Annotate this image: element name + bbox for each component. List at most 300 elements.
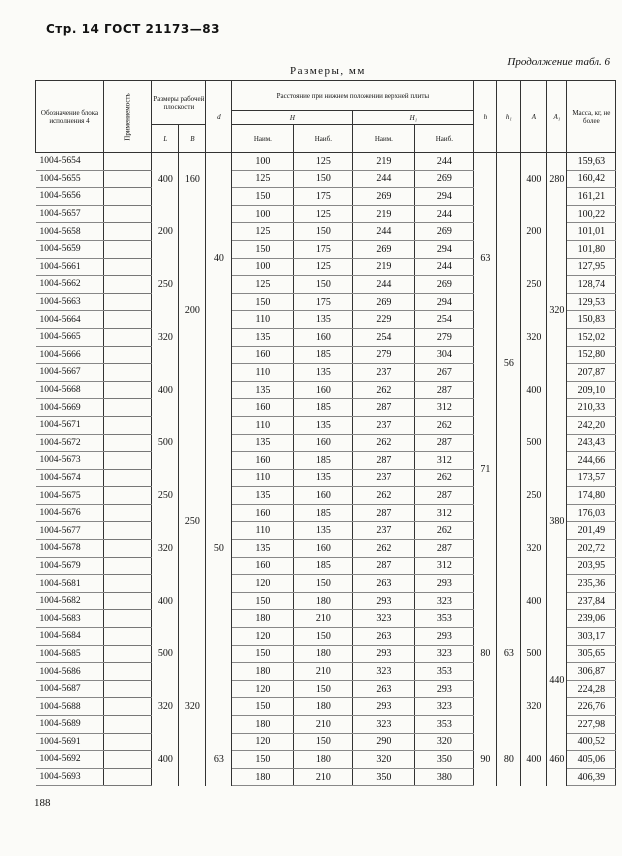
cell-H1-min: 263 bbox=[353, 575, 415, 593]
cell-H1-max: 353 bbox=[415, 663, 474, 681]
cell-H-max: 150 bbox=[294, 575, 353, 593]
header-h: h bbox=[474, 81, 497, 153]
cell-H-max: 125 bbox=[294, 205, 353, 223]
cell-H1-min: 263 bbox=[353, 680, 415, 698]
cell-H-min: 110 bbox=[232, 364, 294, 382]
cell-A: 250 bbox=[521, 469, 547, 522]
cell-A1: 380 bbox=[547, 416, 567, 627]
cell-mass: 209,10 bbox=[567, 381, 616, 399]
cell-H-min: 110 bbox=[232, 469, 294, 487]
table-row bbox=[36, 311, 616, 329]
cell-mass: 101,01 bbox=[567, 223, 616, 241]
cell-H-min: 125 bbox=[232, 223, 294, 241]
cell-H-max: 210 bbox=[294, 610, 353, 628]
cell-H-max: 135 bbox=[294, 522, 353, 540]
applicability-cell bbox=[104, 557, 152, 575]
header-H1: H₁ bbox=[353, 111, 474, 125]
cell-H1-max: 312 bbox=[415, 452, 474, 470]
cell-H1-max: 244 bbox=[415, 153, 474, 171]
cell-H-max: 160 bbox=[294, 381, 353, 399]
designation-cell: 1004-5655 bbox=[36, 170, 104, 188]
table-row bbox=[36, 680, 616, 698]
designation-cell: 1004-5673 bbox=[36, 452, 104, 470]
cell-H1-max: 350 bbox=[415, 751, 474, 769]
applicability-cell bbox=[104, 628, 152, 646]
applicability-cell bbox=[104, 540, 152, 558]
cell-mass: 160,42 bbox=[567, 170, 616, 188]
dimensions-title: Размеры, мм bbox=[290, 65, 366, 77]
cell-mass: 173,57 bbox=[567, 469, 616, 487]
applicability-cell bbox=[104, 364, 152, 382]
cell-L: 500 bbox=[152, 628, 179, 681]
cell-d: 40 bbox=[206, 153, 232, 364]
applicability-cell bbox=[104, 328, 152, 346]
cell-H1-min: 323 bbox=[353, 663, 415, 681]
designation-cell: 1004-5666 bbox=[36, 346, 104, 364]
header-applicability: Применяемость bbox=[104, 81, 152, 153]
applicability-cell bbox=[104, 716, 152, 734]
cell-H1-min: 237 bbox=[353, 416, 415, 434]
cell-H-max: 135 bbox=[294, 469, 353, 487]
cell-A: 250 bbox=[521, 258, 547, 311]
cell-mass: 202,72 bbox=[567, 540, 616, 558]
cell-A: 200 bbox=[521, 205, 547, 258]
cell-mass: 203,95 bbox=[567, 557, 616, 575]
cell-H1-max: 287 bbox=[415, 381, 474, 399]
cell-H1-min: 287 bbox=[353, 557, 415, 575]
applicability-cell bbox=[104, 311, 152, 329]
designation-cell: 1004-5679 bbox=[36, 557, 104, 575]
applicability-cell bbox=[104, 768, 152, 786]
cell-mass: 406,39 bbox=[567, 768, 616, 786]
designation-cell: 1004-5654 bbox=[36, 153, 104, 171]
cell-mass: 161,21 bbox=[567, 188, 616, 206]
cell-H1-min: 229 bbox=[353, 311, 415, 329]
designation-cell: 1004-5686 bbox=[36, 663, 104, 681]
cell-H1-min: 244 bbox=[353, 170, 415, 188]
cell-H1-min: 293 bbox=[353, 592, 415, 610]
table-row bbox=[36, 258, 616, 276]
header-H-max: Наиб. bbox=[294, 125, 353, 153]
cell-H1-min: 287 bbox=[353, 399, 415, 417]
cell-H1-min: 262 bbox=[353, 540, 415, 558]
designation-cell: 1004-5691 bbox=[36, 733, 104, 751]
applicability-cell bbox=[104, 205, 152, 223]
cell-H-min: 160 bbox=[232, 346, 294, 364]
cell-H1-max: 262 bbox=[415, 522, 474, 540]
cell-h: 90 bbox=[474, 733, 497, 786]
designation-cell: 1004-5675 bbox=[36, 487, 104, 505]
cell-H1-max: 267 bbox=[415, 364, 474, 382]
dimensions-table-container bbox=[35, 80, 616, 786]
applicability-cell bbox=[104, 592, 152, 610]
cell-mass: 128,74 bbox=[567, 276, 616, 294]
cell-A1: 460 bbox=[547, 733, 567, 786]
cell-h: 63 bbox=[474, 153, 497, 364]
cell-H-max: 125 bbox=[294, 258, 353, 276]
designation-cell: 1004-5656 bbox=[36, 188, 104, 206]
header-work-area: Размеры рабочей плоскости bbox=[152, 81, 206, 125]
cell-mass: 224,28 bbox=[567, 680, 616, 698]
cell-H1-min: 293 bbox=[353, 698, 415, 716]
cell-mass: 239,06 bbox=[567, 610, 616, 628]
cell-H1-max: 323 bbox=[415, 592, 474, 610]
designation-cell: 1004-5689 bbox=[36, 716, 104, 734]
applicability-cell bbox=[104, 188, 152, 206]
cell-H-max: 180 bbox=[294, 592, 353, 610]
cell-h1: 56 bbox=[497, 153, 521, 575]
cell-H1-min: 320 bbox=[353, 751, 415, 769]
cell-mass: 400,52 bbox=[567, 733, 616, 751]
cell-mass: 242,20 bbox=[567, 416, 616, 434]
cell-h: 80 bbox=[474, 575, 497, 733]
cell-H-max: 175 bbox=[294, 240, 353, 258]
cell-mass: 306,87 bbox=[567, 663, 616, 681]
cell-mass: 174,80 bbox=[567, 487, 616, 505]
cell-mass: 201,49 bbox=[567, 522, 616, 540]
cell-H1-min: 244 bbox=[353, 276, 415, 294]
page-number: 188 bbox=[34, 797, 51, 809]
designation-cell: 1004-5658 bbox=[36, 223, 104, 241]
designation-cell: 1004-5693 bbox=[36, 768, 104, 786]
cell-A: 320 bbox=[521, 680, 547, 733]
dimensions-table bbox=[35, 80, 616, 786]
cell-mass: 405,06 bbox=[567, 751, 616, 769]
cell-H1-min: 323 bbox=[353, 610, 415, 628]
cell-H1-min: 219 bbox=[353, 258, 415, 276]
header-designation: Обозначение блока исполнения 4 bbox=[36, 81, 104, 153]
applicability-cell bbox=[104, 575, 152, 593]
cell-H-min: 180 bbox=[232, 610, 294, 628]
designation-cell: 1004-5677 bbox=[36, 522, 104, 540]
cell-H1-max: 287 bbox=[415, 487, 474, 505]
header-h1: h₁ bbox=[497, 81, 521, 153]
applicability-cell bbox=[104, 751, 152, 769]
cell-A: 400 bbox=[521, 733, 547, 786]
cell-H1-min: 237 bbox=[353, 469, 415, 487]
cell-L: 500 bbox=[152, 416, 179, 469]
cell-H-max: 210 bbox=[294, 663, 353, 681]
cell-H1-max: 353 bbox=[415, 610, 474, 628]
cell-mass: 227,98 bbox=[567, 716, 616, 734]
designation-cell: 1004-5664 bbox=[36, 311, 104, 329]
cell-H-min: 110 bbox=[232, 522, 294, 540]
cell-H1-min: 244 bbox=[353, 223, 415, 241]
cell-H-min: 100 bbox=[232, 153, 294, 171]
cell-h1: 63 bbox=[497, 575, 521, 733]
cell-H1-min: 287 bbox=[353, 452, 415, 470]
applicability-cell bbox=[104, 170, 152, 188]
header-H1-max: Наиб. bbox=[415, 125, 474, 153]
cell-H-min: 150 bbox=[232, 293, 294, 311]
cell-H-max: 185 bbox=[294, 399, 353, 417]
cell-H-max: 150 bbox=[294, 276, 353, 294]
cell-H-max: 160 bbox=[294, 540, 353, 558]
cell-H1-max: 294 bbox=[415, 240, 474, 258]
cell-L: 200 bbox=[152, 205, 179, 258]
cell-A: 320 bbox=[521, 311, 547, 364]
cell-H1-max: 312 bbox=[415, 399, 474, 417]
cell-H1-min: 293 bbox=[353, 645, 415, 663]
applicability-cell bbox=[104, 434, 152, 452]
cell-H-min: 125 bbox=[232, 276, 294, 294]
cell-H-max: 180 bbox=[294, 645, 353, 663]
cell-H-min: 150 bbox=[232, 240, 294, 258]
designation-cell: 1004-5661 bbox=[36, 258, 104, 276]
cell-mass: 152,02 bbox=[567, 328, 616, 346]
cell-H1-min: 269 bbox=[353, 293, 415, 311]
designation-cell: 1004-5681 bbox=[36, 575, 104, 593]
applicability-cell bbox=[104, 276, 152, 294]
cell-H1-max: 287 bbox=[415, 434, 474, 452]
designation-cell: 1004-5685 bbox=[36, 645, 104, 663]
designation-cell: 1004-5663 bbox=[36, 293, 104, 311]
cell-H-max: 135 bbox=[294, 364, 353, 382]
applicability-cell bbox=[104, 487, 152, 505]
cell-H-max: 150 bbox=[294, 223, 353, 241]
designation-cell: 1004-5684 bbox=[36, 628, 104, 646]
cell-H-max: 150 bbox=[294, 170, 353, 188]
designation-cell: 1004-5659 bbox=[36, 240, 104, 258]
cell-H-min: 100 bbox=[232, 205, 294, 223]
cell-A: 500 bbox=[521, 416, 547, 469]
cell-mass: 303,17 bbox=[567, 628, 616, 646]
cell-B: 250 bbox=[179, 416, 206, 627]
header-H-min: Наим. bbox=[232, 125, 294, 153]
cell-H-min: 180 bbox=[232, 663, 294, 681]
cell-H1-max: 294 bbox=[415, 293, 474, 311]
applicability-cell bbox=[104, 258, 152, 276]
cell-H-min: 120 bbox=[232, 628, 294, 646]
designation-cell: 1004-5682 bbox=[36, 592, 104, 610]
cell-H-max: 125 bbox=[294, 153, 353, 171]
cell-L: 250 bbox=[152, 258, 179, 311]
cell-H1-min: 254 bbox=[353, 328, 415, 346]
applicability-cell bbox=[104, 381, 152, 399]
cell-H1-max: 320 bbox=[415, 733, 474, 751]
header-H: H bbox=[232, 111, 353, 125]
cell-A: 400 bbox=[521, 575, 547, 628]
table-row bbox=[36, 416, 616, 434]
applicability-cell bbox=[104, 733, 152, 751]
table-row bbox=[36, 364, 616, 382]
cell-B: 160 bbox=[179, 153, 206, 206]
cell-H-max: 135 bbox=[294, 311, 353, 329]
designation-cell: 1004-5674 bbox=[36, 469, 104, 487]
cell-H-min: 160 bbox=[232, 452, 294, 470]
cell-H1-max: 244 bbox=[415, 258, 474, 276]
cell-mass: 210,33 bbox=[567, 399, 616, 417]
cell-H1-max: 293 bbox=[415, 575, 474, 593]
cell-H-max: 160 bbox=[294, 487, 353, 505]
cell-H-min: 125 bbox=[232, 170, 294, 188]
cell-H-min: 110 bbox=[232, 311, 294, 329]
cell-H1-max: 323 bbox=[415, 645, 474, 663]
cell-mass: 235,36 bbox=[567, 575, 616, 593]
designation-cell: 1004-5687 bbox=[36, 680, 104, 698]
cell-H-min: 150 bbox=[232, 592, 294, 610]
cell-H1-min: 287 bbox=[353, 504, 415, 522]
applicability-cell bbox=[104, 223, 152, 241]
designation-cell: 1004-5678 bbox=[36, 540, 104, 558]
header-H1-min: Наим. bbox=[353, 125, 415, 153]
cell-B: 200 bbox=[179, 205, 206, 416]
designation-cell: 1004-5671 bbox=[36, 416, 104, 434]
cell-A: 400 bbox=[521, 364, 547, 417]
applicability-cell bbox=[104, 680, 152, 698]
cell-H-max: 135 bbox=[294, 416, 353, 434]
designation-cell: 1004-5692 bbox=[36, 751, 104, 769]
cell-H-min: 150 bbox=[232, 188, 294, 206]
applicability-cell bbox=[104, 153, 152, 171]
cell-H1-max: 304 bbox=[415, 346, 474, 364]
cell-H1-max: 262 bbox=[415, 469, 474, 487]
header-L: L bbox=[152, 125, 179, 153]
cell-H1-max: 380 bbox=[415, 768, 474, 786]
cell-H-min: 120 bbox=[232, 575, 294, 593]
cell-H-min: 150 bbox=[232, 698, 294, 716]
cell-H-min: 110 bbox=[232, 416, 294, 434]
cell-mass: 305,65 bbox=[567, 645, 616, 663]
cell-H1-min: 262 bbox=[353, 381, 415, 399]
cell-H1-min: 237 bbox=[353, 522, 415, 540]
cell-H1-max: 294 bbox=[415, 188, 474, 206]
cell-H-min: 160 bbox=[232, 399, 294, 417]
cell-L: 400 bbox=[152, 153, 179, 206]
cell-L: 320 bbox=[152, 311, 179, 364]
cell-H1-max: 312 bbox=[415, 557, 474, 575]
applicability-cell bbox=[104, 452, 152, 470]
cell-H-max: 185 bbox=[294, 557, 353, 575]
cell-A1: 280 bbox=[547, 153, 567, 206]
cell-H1-min: 219 bbox=[353, 153, 415, 171]
cell-mass: 150,83 bbox=[567, 311, 616, 329]
cell-H-min: 120 bbox=[232, 733, 294, 751]
designation-cell: 1004-5683 bbox=[36, 610, 104, 628]
cell-L: 250 bbox=[152, 469, 179, 522]
table-row bbox=[36, 153, 616, 171]
cell-H-max: 160 bbox=[294, 328, 353, 346]
cell-mass: 237,84 bbox=[567, 592, 616, 610]
cell-H1-max: 323 bbox=[415, 698, 474, 716]
designation-cell: 1004-5688 bbox=[36, 698, 104, 716]
cell-H-max: 150 bbox=[294, 733, 353, 751]
cell-mass: 101,80 bbox=[567, 240, 616, 258]
cell-h1: 80 bbox=[497, 733, 521, 786]
header-d: d bbox=[206, 81, 232, 153]
cell-H1-max: 269 bbox=[415, 170, 474, 188]
cell-H-min: 180 bbox=[232, 716, 294, 734]
cell-H-min: 135 bbox=[232, 487, 294, 505]
table-row bbox=[36, 469, 616, 487]
cell-H1-max: 353 bbox=[415, 716, 474, 734]
cell-mass: 100,22 bbox=[567, 205, 616, 223]
applicability-cell bbox=[104, 293, 152, 311]
cell-H1-max: 312 bbox=[415, 504, 474, 522]
cell-B: 320 bbox=[179, 628, 206, 786]
designation-cell: 1004-5668 bbox=[36, 381, 104, 399]
designation-cell: 1004-5657 bbox=[36, 205, 104, 223]
cell-mass: 129,53 bbox=[567, 293, 616, 311]
cell-H-max: 180 bbox=[294, 751, 353, 769]
cell-H-min: 160 bbox=[232, 504, 294, 522]
cell-H1-max: 244 bbox=[415, 205, 474, 223]
cell-H-max: 185 bbox=[294, 504, 353, 522]
page-header: Стр. 14 ГОСТ 21173—83 bbox=[46, 22, 220, 36]
cell-mass: 159,63 bbox=[567, 153, 616, 171]
table-row bbox=[36, 575, 616, 593]
cell-H1-min: 262 bbox=[353, 487, 415, 505]
table-row bbox=[36, 205, 616, 223]
applicability-cell bbox=[104, 346, 152, 364]
cell-A: 320 bbox=[521, 522, 547, 575]
cell-mass: 244,66 bbox=[567, 452, 616, 470]
cell-L: 400 bbox=[152, 733, 179, 786]
cell-H-min: 135 bbox=[232, 328, 294, 346]
cell-H-max: 175 bbox=[294, 293, 353, 311]
applicability-cell bbox=[104, 399, 152, 417]
cell-H-max: 210 bbox=[294, 768, 353, 786]
cell-H-min: 150 bbox=[232, 645, 294, 663]
cell-mass: 207,87 bbox=[567, 364, 616, 382]
cell-H1-min: 290 bbox=[353, 733, 415, 751]
header-B: B bbox=[179, 125, 206, 153]
table-row bbox=[36, 733, 616, 751]
cell-mass: 243,43 bbox=[567, 434, 616, 452]
cell-H1-min: 323 bbox=[353, 716, 415, 734]
cell-H-min: 135 bbox=[232, 381, 294, 399]
designation-cell: 1004-5676 bbox=[36, 504, 104, 522]
cell-H-min: 180 bbox=[232, 768, 294, 786]
cell-mass: 226,76 bbox=[567, 698, 616, 716]
cell-mass: 176,03 bbox=[567, 504, 616, 522]
table-row bbox=[36, 522, 616, 540]
cell-A1: 440 bbox=[547, 628, 567, 734]
cell-H-min: 135 bbox=[232, 434, 294, 452]
cell-H-max: 150 bbox=[294, 628, 353, 646]
applicability-cell bbox=[104, 522, 152, 540]
applicability-cell bbox=[104, 645, 152, 663]
cell-d: 50 bbox=[206, 364, 232, 733]
designation-cell: 1004-5662 bbox=[36, 276, 104, 294]
table-row bbox=[36, 628, 616, 646]
applicability-cell bbox=[104, 698, 152, 716]
header-mass: Масса, кг, не более bbox=[567, 81, 616, 153]
table-body bbox=[36, 153, 616, 786]
cell-H-max: 160 bbox=[294, 434, 353, 452]
cell-H1-min: 269 bbox=[353, 188, 415, 206]
cell-H-max: 175 bbox=[294, 188, 353, 206]
cell-H1-min: 263 bbox=[353, 628, 415, 646]
cell-H1-max: 293 bbox=[415, 628, 474, 646]
cell-A: 500 bbox=[521, 628, 547, 681]
cell-H1-min: 269 bbox=[353, 240, 415, 258]
cell-H1-max: 262 bbox=[415, 416, 474, 434]
cell-H1-max: 254 bbox=[415, 311, 474, 329]
cell-H1-min: 262 bbox=[353, 434, 415, 452]
cell-h: 71 bbox=[474, 364, 497, 575]
table-continuation-label: Продолжение табл. 6 bbox=[507, 56, 610, 68]
header-distance: Расстояние при нижнем положении верхней плиты bbox=[232, 81, 474, 111]
cell-H-max: 180 bbox=[294, 698, 353, 716]
applicability-cell bbox=[104, 469, 152, 487]
cell-H-min: 150 bbox=[232, 751, 294, 769]
cell-H1-max: 269 bbox=[415, 223, 474, 241]
applicability-cell bbox=[104, 416, 152, 434]
cell-H1-max: 293 bbox=[415, 680, 474, 698]
cell-d: 63 bbox=[206, 733, 232, 786]
applicability-cell bbox=[104, 504, 152, 522]
